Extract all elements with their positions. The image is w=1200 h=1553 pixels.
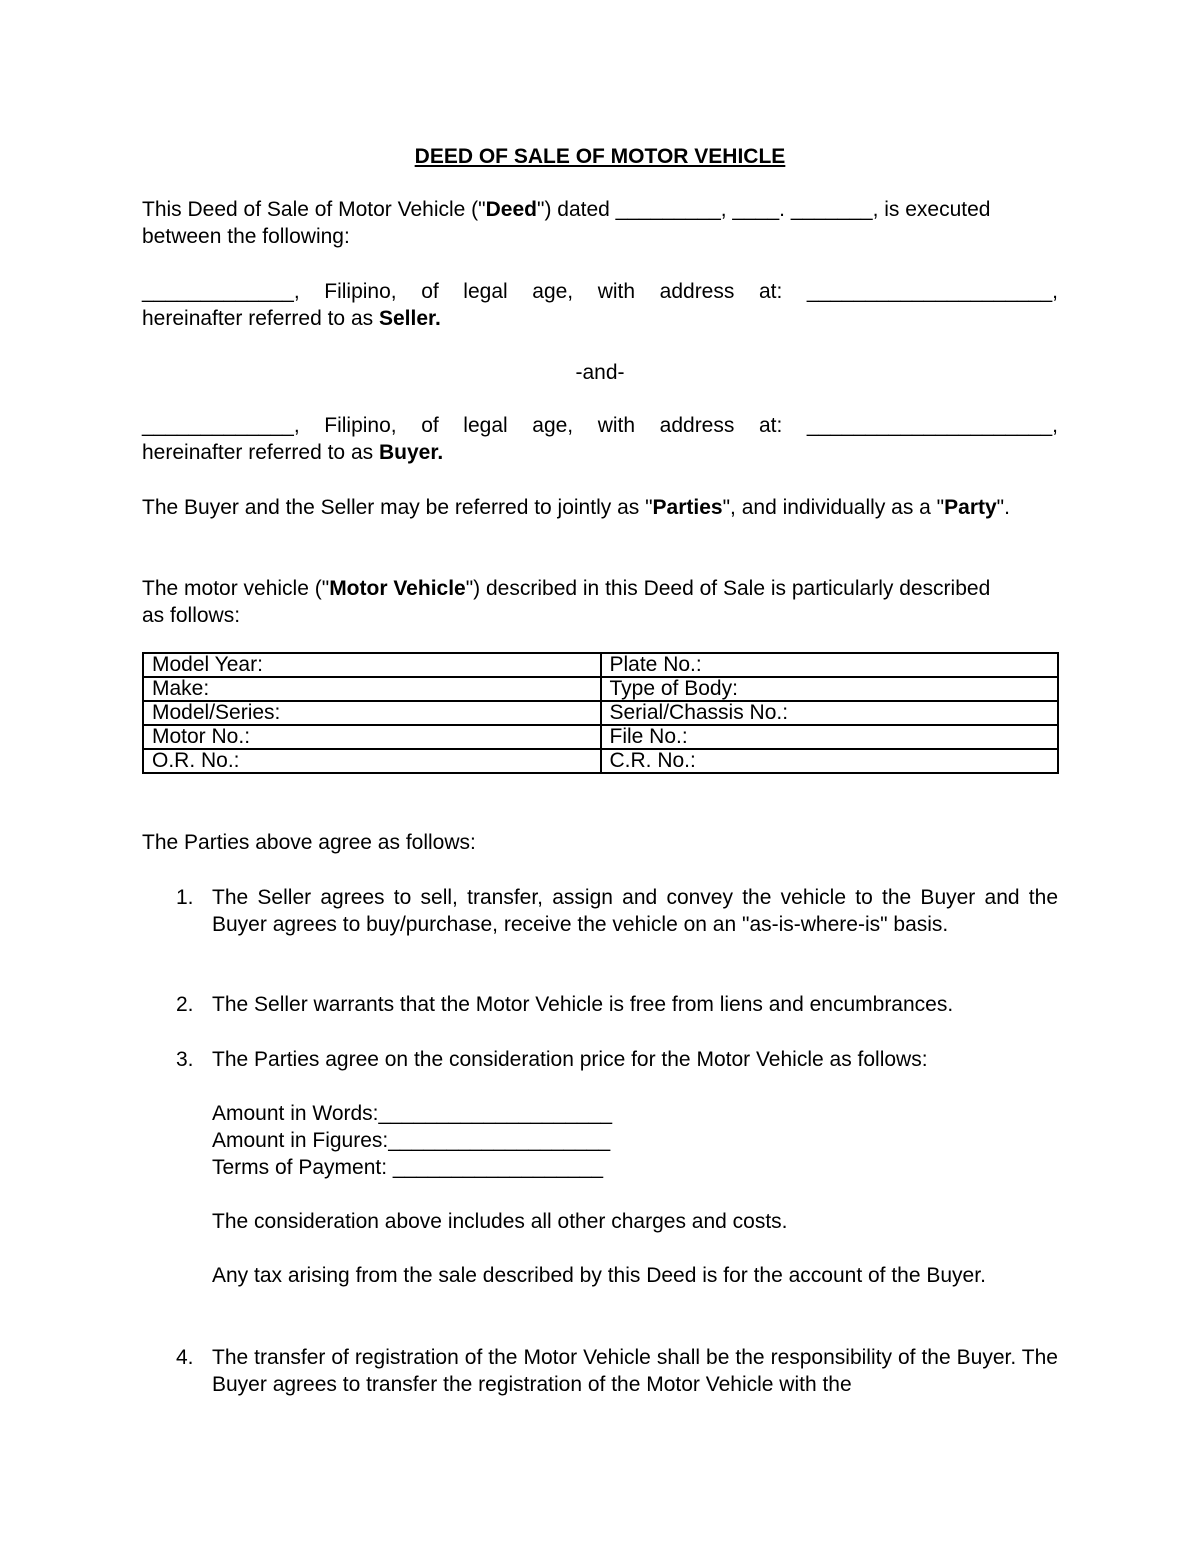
table-row <box>143 677 1058 701</box>
table-cell: Model Year: <box>143 653 601 677</box>
table-row <box>143 701 1058 725</box>
motor-vehicle-term: Motor Vehicle <box>329 577 466 600</box>
deed-term: Deed <box>485 198 537 221</box>
seller-term: Seller. <box>378 307 441 330</box>
vehicle-details-table <box>142 652 1059 774</box>
list-text: The transfer of registration of the Motor Vehicle shall be the responsibility of the Buyer. The Buyer agrees to transfer the registration of the Motor Vehicle with the <box>212 1346 1058 1396</box>
table-cell: Plate No.: <box>601 653 1059 677</box>
table-cell: C.R. No.: <box>601 749 1059 773</box>
table-row <box>143 749 1058 773</box>
parties-term: Parties <box>652 496 723 519</box>
table-cell: Model/Series: <box>143 701 601 725</box>
table-cell: Motor No.: <box>143 725 601 749</box>
buyer-term: Buyer. <box>378 441 444 464</box>
buyer-line: _____________, Filipino, of legal age, with address at: _____________________, <box>142 414 1058 437</box>
seller-role-line: hereinafter referred to as Seller. <box>142 307 441 330</box>
tax-clause: Any tax arising from the sale described by this Deed is for the account of the Buyer. <box>212 1264 986 1287</box>
table-cell: File No.: <box>601 725 1059 749</box>
consideration-includes: The consideration above includes all other charges and costs. <box>212 1210 788 1233</box>
list-number: 4. <box>176 1346 194 1369</box>
party-term: Party <box>944 496 997 519</box>
list-number: 2. <box>176 993 194 1016</box>
table-cell: Type of Body: <box>601 677 1059 701</box>
list-text: The Seller warrants that the Motor Vehicle is free from liens and encumbrances. <box>212 993 954 1016</box>
vehicle-intro-paragraph: The motor vehicle ("Motor Vehicle") described in this Deed of Sale is particularly described as follows: <box>142 577 991 627</box>
intro-paragraph: This Deed of Sale of Motor Vehicle ("Deed") dated _________, ____. _______, is executed between the following: <box>142 198 991 248</box>
amount-in-figures: Amount in Figures:___________________ <box>212 1129 611 1152</box>
list-number: 3. <box>176 1048 194 1071</box>
buyer-role-line: hereinafter referred to as Buyer. <box>142 441 444 464</box>
table-cell: Serial/Chassis No.: <box>601 701 1059 725</box>
table-row <box>143 725 1058 749</box>
list-number: 1. <box>176 886 194 909</box>
document-title: DEED OF SALE OF MOTOR VEHICLE <box>414 145 786 168</box>
seller-line: _____________, Filipino, of legal age, with address at: _____________________, <box>142 280 1058 303</box>
parties-paragraph: The Buyer and the Seller may be referred to jointly as "Parties", and individually as a "Party". <box>142 496 1010 519</box>
agree-intro: The Parties above agree as follows: <box>142 831 476 854</box>
table-cell: O.R. No.: <box>143 749 601 773</box>
table-cell: Make: <box>143 677 601 701</box>
list-text: The Seller agrees to sell, transfer, assign and convey the vehicle to the Buyer and the Buyer agrees to buy/purchase, receive the vehicle on an "as-is-where-is" basis. <box>212 886 1058 936</box>
amount-in-words: Amount in Words:____________________ <box>212 1102 613 1125</box>
and-separator: -and- <box>575 361 625 384</box>
table-row <box>143 653 1058 677</box>
terms-of-payment: Terms of Payment: __________________ <box>212 1156 604 1179</box>
list-text: The Parties agree on the consideration price for the Motor Vehicle as follows: <box>212 1048 928 1071</box>
